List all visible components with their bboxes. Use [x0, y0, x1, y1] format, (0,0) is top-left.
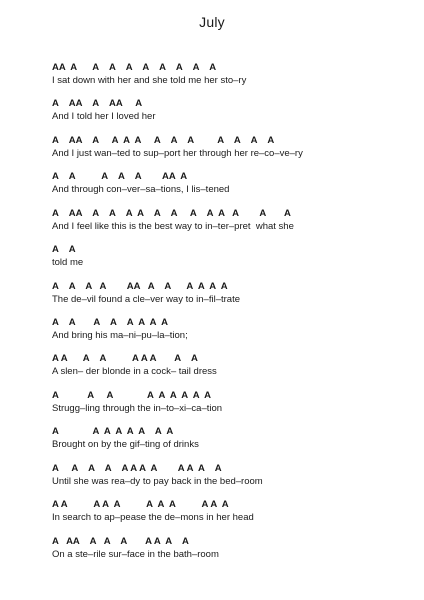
- verse-line: [52, 499, 412, 524]
- chord-line: A A A A A A A A: [52, 426, 174, 437]
- chord-line: A A A A A AA A: [52, 171, 188, 182]
- song-title: July: [199, 14, 225, 30]
- verse-line: [52, 426, 412, 451]
- verse-line: [52, 171, 412, 196]
- chord-line: A AA A A A A A A A: [52, 536, 189, 547]
- verse-line: [52, 244, 412, 269]
- lyric-line: And I told her I loved her: [52, 111, 156, 122]
- lyric-line: Strugg–ling through the in–to–xi–ca–tion: [52, 403, 223, 414]
- chord-line: AA A A A A A A A A A: [52, 62, 217, 73]
- lyric-line: And bring his ma–ni–pu–la–tion;: [52, 330, 188, 341]
- lyric-line: And I just wan–ted to sup–port her through her re–co–ve–ry: [52, 148, 303, 159]
- lyric-line: And I feel like this is the best way to in–ter–pret what she: [52, 221, 294, 232]
- chord-line: A AA A A A A A A A A A A A A: [52, 208, 291, 219]
- verse-line: [52, 463, 412, 488]
- chord-line: A A A A A A A A A A A A: [52, 463, 222, 474]
- lyric-line: Brought on by the gif–ting of drinks: [52, 439, 199, 450]
- lyric-line: In search to ap–pease the de–mons in her head: [52, 512, 254, 523]
- chord-line: A A A A A A A A A A A: [52, 499, 229, 510]
- lyric-line: A slen– der blonde in a cock– tail dress: [52, 366, 217, 377]
- lyric-line: I sat down with her and she told me her sto–ry: [52, 75, 247, 86]
- lyric-line: The de–vil found a cle–ver way to in–fil–trate: [52, 294, 240, 305]
- verse-line: [52, 98, 412, 123]
- lyric-line: And through con–ver–sa–tions, I lis–tened: [52, 184, 230, 195]
- verse-line: [52, 353, 412, 378]
- chord-line: A A A A A A A A A: [52, 390, 212, 401]
- chord-line: A A A A AA A A A A A A: [52, 281, 228, 292]
- chord-line: A A A A A A A A: [52, 317, 168, 328]
- chord-line: A AA A AA A: [52, 98, 143, 109]
- lyric-line: Until she was rea–dy to pay back in the bed–room: [52, 476, 263, 487]
- verse-line: [52, 208, 412, 233]
- chord-line: A A A A A A A A A: [52, 353, 198, 364]
- verse-line: [52, 62, 412, 87]
- verse-line: [52, 135, 412, 160]
- chord-line: A A: [52, 244, 76, 255]
- lyric-line: told me: [52, 257, 84, 268]
- chord-line: A AA A A A A A A A A A A A: [52, 135, 275, 146]
- verse-line: [52, 390, 412, 415]
- verse-line: [52, 536, 412, 561]
- verse-line: [52, 317, 412, 342]
- verse-line: [52, 281, 412, 306]
- lyric-line: On a ste–rile sur–face in the bath–room: [52, 549, 219, 560]
